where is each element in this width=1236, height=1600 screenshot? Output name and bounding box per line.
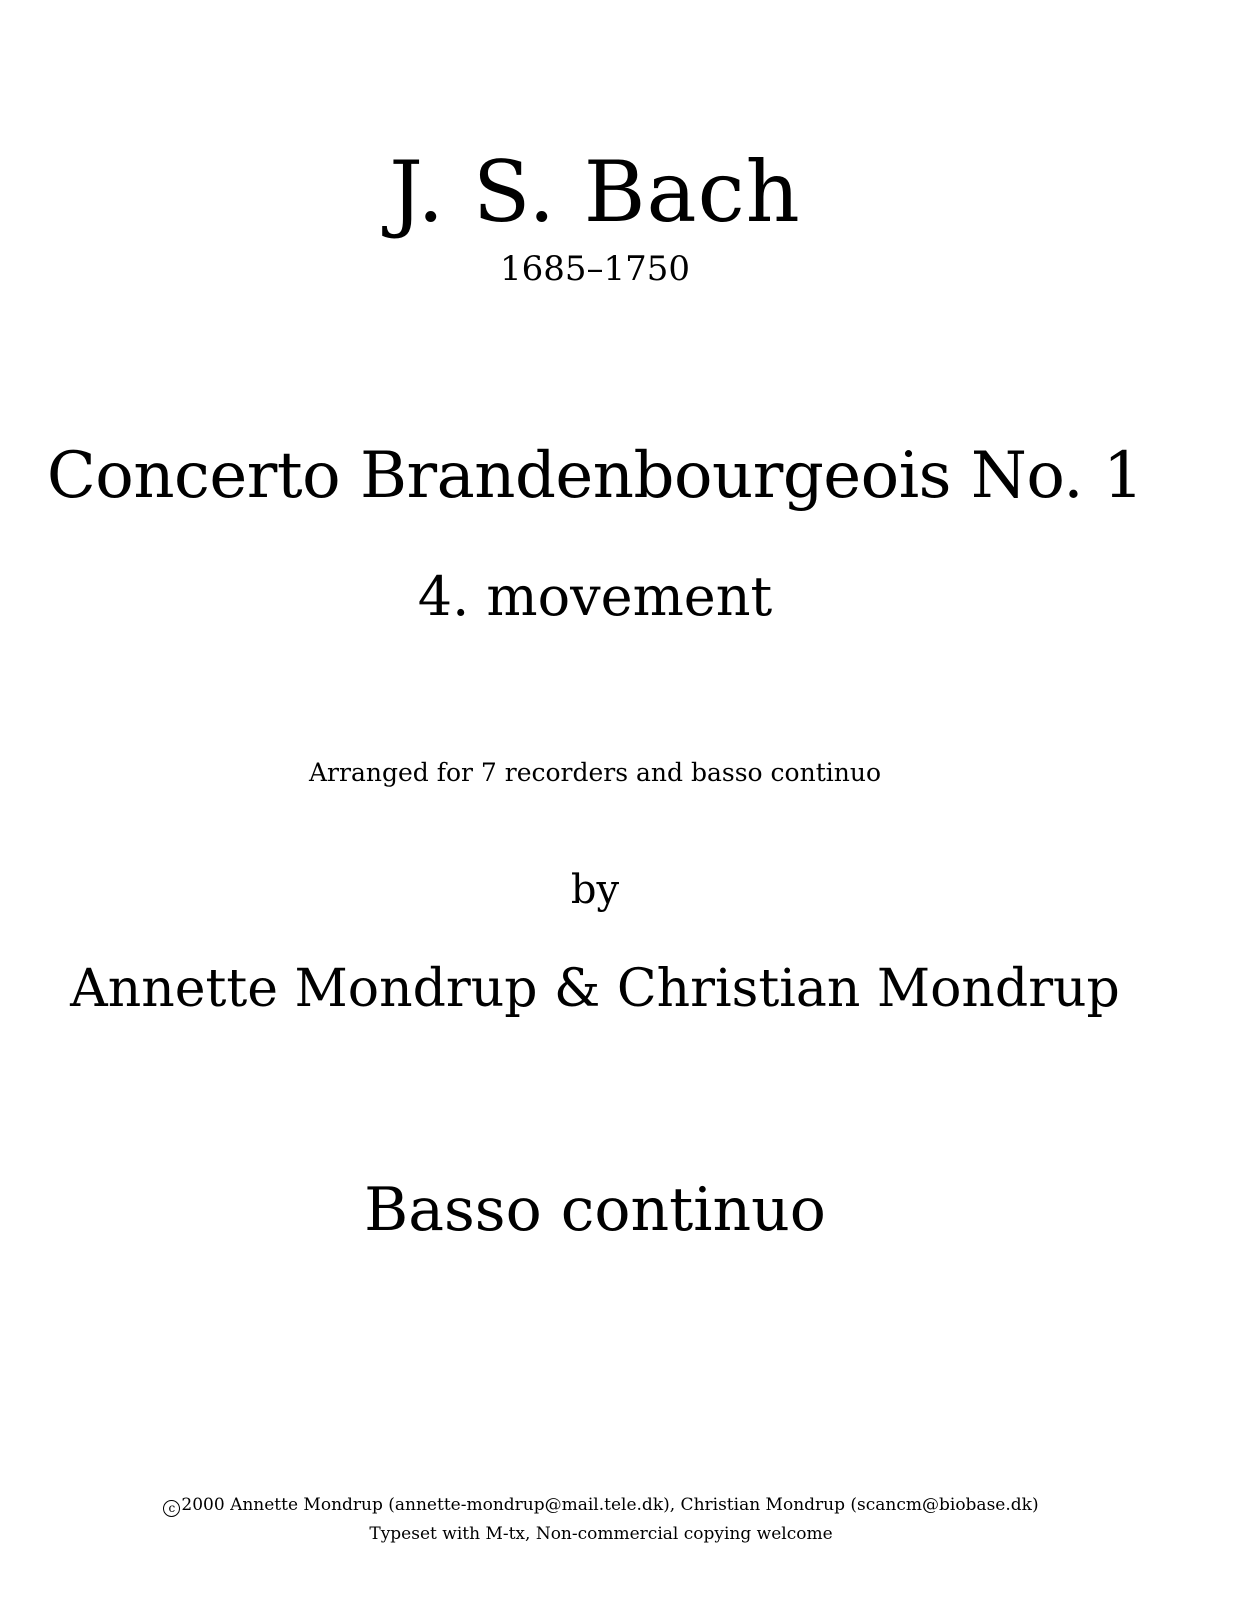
typeset-line: Typeset with M-tx, Non-commercial copying welcome	[369, 1524, 833, 1544]
copyright-icon: c	[163, 1500, 180, 1517]
copyright-line	[0, 1497, 1202, 1517]
movement-label: 4. movement	[417, 565, 773, 628]
composer-dates: 1685–1750	[499, 249, 691, 289]
composer-name: J. S. Bach	[389, 143, 801, 241]
copyright-text: 2000 Annette Mondrup (annette-mondrup@mail.tele.dk), Christian Mondrup (scancm@biobase.dk)	[181, 1495, 1039, 1515]
part-name: Basso continuo	[364, 1175, 826, 1245]
by-label: by	[570, 867, 620, 913]
arrangement-description: Arranged for 7 recorders and basso continuo	[308, 758, 881, 787]
arrangers-names: Annette Mondrup & Christian Mondrup	[70, 959, 1120, 1019]
work-title: Concerto Brandenbourgeois No. 1	[46, 439, 1144, 513]
